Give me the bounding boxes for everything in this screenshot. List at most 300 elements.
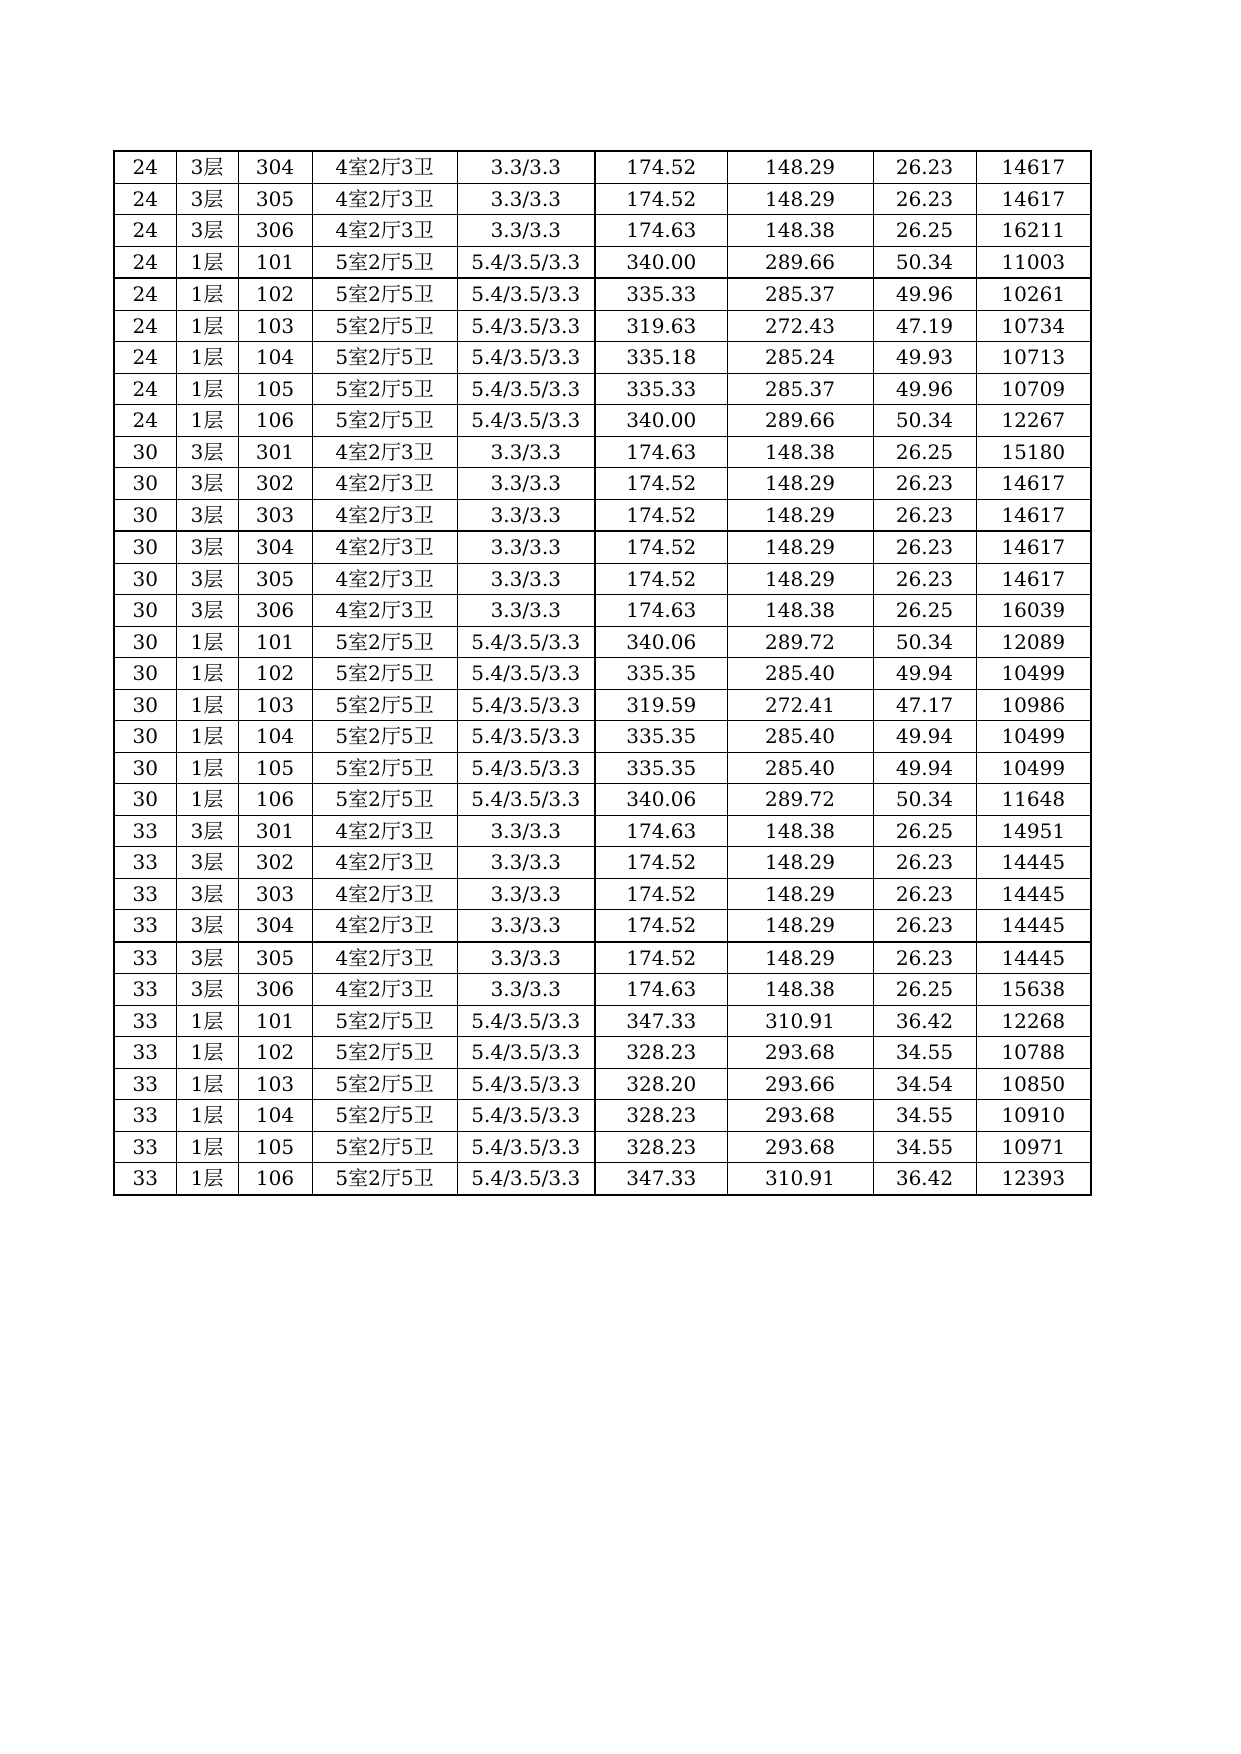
total-area-cell: 328.23 bbox=[595, 1100, 727, 1132]
total-area-cell: 174.63 bbox=[595, 815, 727, 847]
building-cell: 24 bbox=[114, 342, 176, 374]
total-area-cell: 340.06 bbox=[595, 626, 727, 658]
unit-number-cell: 104 bbox=[238, 721, 312, 753]
unit-number-cell: 302 bbox=[238, 847, 312, 879]
unit-price-cell: 14445 bbox=[976, 910, 1091, 942]
floor-cell: 3层 bbox=[176, 499, 238, 531]
unit-price-cell: 14445 bbox=[976, 878, 1091, 910]
unit-number-cell: 303 bbox=[238, 499, 312, 531]
floor-cell: 1层 bbox=[176, 405, 238, 437]
building-cell: 33 bbox=[114, 1005, 176, 1037]
unit-number-cell: 306 bbox=[238, 215, 312, 247]
shared-area-cell: 49.94 bbox=[873, 721, 976, 753]
floor-height-cell: 5.4/3.5/3.3 bbox=[457, 658, 595, 690]
building-cell: 30 bbox=[114, 721, 176, 753]
floor-height-cell: 5.4/3.5/3.3 bbox=[457, 1068, 595, 1100]
usable-area-cell: 285.40 bbox=[727, 752, 873, 784]
shared-area-cell: 26.23 bbox=[873, 468, 976, 500]
floor-cell: 3层 bbox=[176, 878, 238, 910]
layout-cell: 4室2厅3卫 bbox=[312, 499, 457, 531]
shared-area-cell: 26.23 bbox=[873, 563, 976, 595]
table-row bbox=[114, 974, 1091, 1006]
usable-area-cell: 148.29 bbox=[727, 563, 873, 595]
unit-number-cell: 106 bbox=[238, 784, 312, 816]
table-row bbox=[114, 658, 1091, 690]
layout-cell: 4室2厅3卫 bbox=[312, 468, 457, 500]
building-cell: 30 bbox=[114, 658, 176, 690]
shared-area-cell: 26.23 bbox=[873, 151, 976, 183]
total-area-cell: 174.52 bbox=[595, 151, 727, 183]
table-row bbox=[114, 1163, 1091, 1195]
unit-price-cell: 14445 bbox=[976, 847, 1091, 879]
unit-number-cell: 305 bbox=[238, 942, 312, 974]
unit-price-cell: 14617 bbox=[976, 151, 1091, 183]
shared-area-cell: 26.25 bbox=[873, 595, 976, 627]
total-area-cell: 340.00 bbox=[595, 405, 727, 437]
table-row bbox=[114, 310, 1091, 342]
usable-area-cell: 148.29 bbox=[727, 151, 873, 183]
shared-area-cell: 47.17 bbox=[873, 689, 976, 721]
total-area-cell: 335.35 bbox=[595, 658, 727, 690]
table-row bbox=[114, 721, 1091, 753]
table-row bbox=[114, 910, 1091, 942]
table-row bbox=[114, 531, 1091, 563]
total-area-cell: 174.52 bbox=[595, 468, 727, 500]
usable-area-cell: 148.29 bbox=[727, 531, 873, 563]
unit-price-cell: 14445 bbox=[976, 942, 1091, 974]
shared-area-cell: 47.19 bbox=[873, 310, 976, 342]
floor-height-cell: 5.4/3.5/3.3 bbox=[457, 1005, 595, 1037]
floor-height-cell: 5.4/3.5/3.3 bbox=[457, 405, 595, 437]
floor-cell: 1层 bbox=[176, 278, 238, 310]
total-area-cell: 174.63 bbox=[595, 595, 727, 627]
total-area-cell: 340.00 bbox=[595, 246, 727, 278]
building-cell: 24 bbox=[114, 215, 176, 247]
floor-height-cell: 3.3/3.3 bbox=[457, 942, 595, 974]
floor-height-cell: 5.4/3.5/3.3 bbox=[457, 1100, 595, 1132]
table-row bbox=[114, 246, 1091, 278]
floor-cell: 1层 bbox=[176, 1163, 238, 1195]
table-row bbox=[114, 1037, 1091, 1069]
building-cell: 24 bbox=[114, 246, 176, 278]
building-cell: 30 bbox=[114, 595, 176, 627]
shared-area-cell: 34.55 bbox=[873, 1131, 976, 1163]
unit-price-cell: 10910 bbox=[976, 1100, 1091, 1132]
building-cell: 30 bbox=[114, 499, 176, 531]
total-area-cell: 335.33 bbox=[595, 373, 727, 405]
floor-height-cell: 5.4/3.5/3.3 bbox=[457, 626, 595, 658]
usable-area-cell: 289.72 bbox=[727, 626, 873, 658]
building-cell: 30 bbox=[114, 563, 176, 595]
building-cell: 33 bbox=[114, 942, 176, 974]
unit-number-cell: 102 bbox=[238, 278, 312, 310]
layout-cell: 5室2厅5卫 bbox=[312, 784, 457, 816]
unit-number-cell: 302 bbox=[238, 468, 312, 500]
usable-area-cell: 289.66 bbox=[727, 405, 873, 437]
floor-cell: 1层 bbox=[176, 1037, 238, 1069]
table-row bbox=[114, 689, 1091, 721]
floor-cell: 3层 bbox=[176, 815, 238, 847]
building-cell: 33 bbox=[114, 1163, 176, 1195]
unit-number-cell: 306 bbox=[238, 595, 312, 627]
unit-number-cell: 105 bbox=[238, 373, 312, 405]
layout-cell: 4室2厅3卫 bbox=[312, 815, 457, 847]
unit-price-cell: 10499 bbox=[976, 721, 1091, 753]
building-cell: 24 bbox=[114, 405, 176, 437]
building-cell: 33 bbox=[114, 910, 176, 942]
floor-height-cell: 3.3/3.3 bbox=[457, 436, 595, 468]
usable-area-cell: 285.40 bbox=[727, 721, 873, 753]
building-cell: 33 bbox=[114, 815, 176, 847]
floor-height-cell: 3.3/3.3 bbox=[457, 815, 595, 847]
building-cell: 30 bbox=[114, 468, 176, 500]
building-cell: 30 bbox=[114, 689, 176, 721]
shared-area-cell: 50.34 bbox=[873, 405, 976, 437]
floor-cell: 1层 bbox=[176, 784, 238, 816]
unit-price-cell: 11648 bbox=[976, 784, 1091, 816]
unit-number-cell: 101 bbox=[238, 626, 312, 658]
unit-price-cell: 16039 bbox=[976, 595, 1091, 627]
floor-height-cell: 5.4/3.5/3.3 bbox=[457, 310, 595, 342]
table-row bbox=[114, 1005, 1091, 1037]
usable-area-cell: 285.37 bbox=[727, 278, 873, 310]
building-cell: 30 bbox=[114, 436, 176, 468]
total-area-cell: 347.33 bbox=[595, 1005, 727, 1037]
floor-cell: 1层 bbox=[176, 1068, 238, 1100]
unit-number-cell: 101 bbox=[238, 246, 312, 278]
usable-area-cell: 289.72 bbox=[727, 784, 873, 816]
unit-number-cell: 103 bbox=[238, 1068, 312, 1100]
usable-area-cell: 148.38 bbox=[727, 215, 873, 247]
layout-cell: 5室2厅5卫 bbox=[312, 721, 457, 753]
layout-cell: 4室2厅3卫 bbox=[312, 215, 457, 247]
shared-area-cell: 26.25 bbox=[873, 436, 976, 468]
usable-area-cell: 148.29 bbox=[727, 499, 873, 531]
floor-height-cell: 3.3/3.3 bbox=[457, 468, 595, 500]
floor-cell: 1层 bbox=[176, 658, 238, 690]
floor-cell: 3层 bbox=[176, 436, 238, 468]
unit-number-cell: 104 bbox=[238, 342, 312, 374]
floor-cell: 1层 bbox=[176, 689, 238, 721]
total-area-cell: 174.52 bbox=[595, 563, 727, 595]
layout-cell: 4室2厅3卫 bbox=[312, 436, 457, 468]
usable-area-cell: 148.29 bbox=[727, 910, 873, 942]
floor-height-cell: 5.4/3.5/3.3 bbox=[457, 246, 595, 278]
unit-number-cell: 102 bbox=[238, 1037, 312, 1069]
total-area-cell: 319.63 bbox=[595, 310, 727, 342]
table-row bbox=[114, 815, 1091, 847]
floor-height-cell: 3.3/3.3 bbox=[457, 563, 595, 595]
floor-cell: 1层 bbox=[176, 1100, 238, 1132]
table-row bbox=[114, 151, 1091, 183]
total-area-cell: 174.52 bbox=[595, 847, 727, 879]
unit-price-cell: 10499 bbox=[976, 658, 1091, 690]
floor-height-cell: 5.4/3.5/3.3 bbox=[457, 342, 595, 374]
floor-height-cell: 3.3/3.3 bbox=[457, 183, 595, 215]
layout-cell: 4室2厅3卫 bbox=[312, 151, 457, 183]
usable-area-cell: 310.91 bbox=[727, 1005, 873, 1037]
shared-area-cell: 26.23 bbox=[873, 878, 976, 910]
unit-number-cell: 101 bbox=[238, 1005, 312, 1037]
layout-cell: 5室2厅5卫 bbox=[312, 342, 457, 374]
floor-cell: 1层 bbox=[176, 373, 238, 405]
usable-area-cell: 293.68 bbox=[727, 1100, 873, 1132]
floor-cell: 3层 bbox=[176, 595, 238, 627]
usable-area-cell: 293.66 bbox=[727, 1068, 873, 1100]
total-area-cell: 335.33 bbox=[595, 278, 727, 310]
unit-number-cell: 104 bbox=[238, 1100, 312, 1132]
usable-area-cell: 148.29 bbox=[727, 183, 873, 215]
layout-cell: 5室2厅5卫 bbox=[312, 278, 457, 310]
usable-area-cell: 148.38 bbox=[727, 815, 873, 847]
floor-cell: 3层 bbox=[176, 910, 238, 942]
usable-area-cell: 310.91 bbox=[727, 1163, 873, 1195]
table-row bbox=[114, 405, 1091, 437]
total-area-cell: 174.52 bbox=[595, 531, 727, 563]
usable-area-cell: 148.38 bbox=[727, 436, 873, 468]
shared-area-cell: 34.55 bbox=[873, 1100, 976, 1132]
table-row bbox=[114, 215, 1091, 247]
shared-area-cell: 50.34 bbox=[873, 784, 976, 816]
floor-cell: 1层 bbox=[176, 626, 238, 658]
building-cell: 24 bbox=[114, 278, 176, 310]
table-row bbox=[114, 499, 1091, 531]
unit-price-cell: 10971 bbox=[976, 1131, 1091, 1163]
usable-area-cell: 148.38 bbox=[727, 974, 873, 1006]
usable-area-cell: 285.24 bbox=[727, 342, 873, 374]
layout-cell: 5室2厅5卫 bbox=[312, 752, 457, 784]
table-row bbox=[114, 468, 1091, 500]
floor-height-cell: 5.4/3.5/3.3 bbox=[457, 689, 595, 721]
unit-price-cell: 10986 bbox=[976, 689, 1091, 721]
floor-cell: 1层 bbox=[176, 721, 238, 753]
shared-area-cell: 36.42 bbox=[873, 1005, 976, 1037]
shared-area-cell: 49.96 bbox=[873, 373, 976, 405]
floor-height-cell: 3.3/3.3 bbox=[457, 531, 595, 563]
total-area-cell: 319.59 bbox=[595, 689, 727, 721]
shared-area-cell: 26.23 bbox=[873, 183, 976, 215]
usable-area-cell: 148.38 bbox=[727, 595, 873, 627]
table-row bbox=[114, 1100, 1091, 1132]
unit-price-cell: 14951 bbox=[976, 815, 1091, 847]
building-cell: 30 bbox=[114, 531, 176, 563]
unit-price-cell: 16211 bbox=[976, 215, 1091, 247]
floor-height-cell: 3.3/3.3 bbox=[457, 499, 595, 531]
unit-number-cell: 106 bbox=[238, 405, 312, 437]
shared-area-cell: 26.25 bbox=[873, 815, 976, 847]
floor-cell: 3层 bbox=[176, 942, 238, 974]
table-row bbox=[114, 436, 1091, 468]
total-area-cell: 174.52 bbox=[595, 499, 727, 531]
layout-cell: 5室2厅5卫 bbox=[312, 405, 457, 437]
building-cell: 30 bbox=[114, 752, 176, 784]
unit-number-cell: 105 bbox=[238, 752, 312, 784]
building-cell: 24 bbox=[114, 310, 176, 342]
building-cell: 24 bbox=[114, 373, 176, 405]
floor-cell: 1层 bbox=[176, 310, 238, 342]
layout-cell: 4室2厅3卫 bbox=[312, 531, 457, 563]
floor-height-cell: 5.4/3.5/3.3 bbox=[457, 278, 595, 310]
building-cell: 33 bbox=[114, 847, 176, 879]
unit-price-cell: 10788 bbox=[976, 1037, 1091, 1069]
layout-cell: 5室2厅5卫 bbox=[312, 246, 457, 278]
unit-price-cell: 10734 bbox=[976, 310, 1091, 342]
floor-height-cell: 5.4/3.5/3.3 bbox=[457, 373, 595, 405]
total-area-cell: 174.63 bbox=[595, 436, 727, 468]
layout-cell: 4室2厅3卫 bbox=[312, 878, 457, 910]
shared-area-cell: 26.23 bbox=[873, 942, 976, 974]
layout-cell: 5室2厅5卫 bbox=[312, 1068, 457, 1100]
total-area-cell: 340.06 bbox=[595, 784, 727, 816]
floor-height-cell: 3.3/3.3 bbox=[457, 974, 595, 1006]
table-row bbox=[114, 942, 1091, 974]
shared-area-cell: 49.96 bbox=[873, 278, 976, 310]
table-row bbox=[114, 595, 1091, 627]
unit-number-cell: 304 bbox=[238, 910, 312, 942]
unit-number-cell: 103 bbox=[238, 310, 312, 342]
unit-price-cell: 12267 bbox=[976, 405, 1091, 437]
shared-area-cell: 36.42 bbox=[873, 1163, 976, 1195]
layout-cell: 4室2厅3卫 bbox=[312, 942, 457, 974]
unit-number-cell: 301 bbox=[238, 436, 312, 468]
unit-price-cell: 10850 bbox=[976, 1068, 1091, 1100]
floor-height-cell: 3.3/3.3 bbox=[457, 215, 595, 247]
floor-height-cell: 3.3/3.3 bbox=[457, 878, 595, 910]
floor-height-cell: 5.4/3.5/3.3 bbox=[457, 1163, 595, 1195]
floor-height-cell: 5.4/3.5/3.3 bbox=[457, 1037, 595, 1069]
total-area-cell: 174.63 bbox=[595, 974, 727, 1006]
floor-height-cell: 5.4/3.5/3.3 bbox=[457, 752, 595, 784]
usable-area-cell: 293.68 bbox=[727, 1037, 873, 1069]
table-row bbox=[114, 1068, 1091, 1100]
floor-cell: 1层 bbox=[176, 342, 238, 374]
building-cell: 24 bbox=[114, 183, 176, 215]
floor-cell: 1层 bbox=[176, 246, 238, 278]
total-area-cell: 174.52 bbox=[595, 183, 727, 215]
total-area-cell: 347.33 bbox=[595, 1163, 727, 1195]
shared-area-cell: 26.23 bbox=[873, 847, 976, 879]
usable-area-cell: 148.29 bbox=[727, 942, 873, 974]
floor-height-cell: 5.4/3.5/3.3 bbox=[457, 721, 595, 753]
unit-price-cell: 14617 bbox=[976, 531, 1091, 563]
total-area-cell: 335.18 bbox=[595, 342, 727, 374]
layout-cell: 5室2厅5卫 bbox=[312, 1131, 457, 1163]
floor-height-cell: 3.3/3.3 bbox=[457, 595, 595, 627]
unit-number-cell: 306 bbox=[238, 974, 312, 1006]
unit-number-cell: 304 bbox=[238, 531, 312, 563]
unit-number-cell: 301 bbox=[238, 815, 312, 847]
usable-area-cell: 148.29 bbox=[727, 847, 873, 879]
unit-number-cell: 103 bbox=[238, 689, 312, 721]
table-row bbox=[114, 342, 1091, 374]
floor-height-cell: 3.3/3.3 bbox=[457, 151, 595, 183]
layout-cell: 5室2厅5卫 bbox=[312, 1005, 457, 1037]
building-cell: 33 bbox=[114, 878, 176, 910]
shared-area-cell: 49.93 bbox=[873, 342, 976, 374]
unit-price-cell: 15638 bbox=[976, 974, 1091, 1006]
table-row bbox=[114, 1131, 1091, 1163]
shared-area-cell: 26.25 bbox=[873, 974, 976, 1006]
unit-number-cell: 102 bbox=[238, 658, 312, 690]
building-cell: 24 bbox=[114, 151, 176, 183]
unit-table bbox=[113, 150, 1092, 1196]
shared-area-cell: 34.55 bbox=[873, 1037, 976, 1069]
table-row bbox=[114, 878, 1091, 910]
floor-height-cell: 5.4/3.5/3.3 bbox=[457, 1131, 595, 1163]
unit-price-cell: 12393 bbox=[976, 1163, 1091, 1195]
building-cell: 33 bbox=[114, 1068, 176, 1100]
unit-price-cell: 10713 bbox=[976, 342, 1091, 374]
total-area-cell: 174.52 bbox=[595, 878, 727, 910]
unit-price-cell: 14617 bbox=[976, 563, 1091, 595]
floor-cell: 3层 bbox=[176, 183, 238, 215]
floor-cell: 3层 bbox=[176, 151, 238, 183]
floor-cell: 3层 bbox=[176, 563, 238, 595]
unit-number-cell: 303 bbox=[238, 878, 312, 910]
layout-cell: 5室2厅5卫 bbox=[312, 1163, 457, 1195]
unit-price-cell: 11003 bbox=[976, 246, 1091, 278]
layout-cell: 4室2厅3卫 bbox=[312, 595, 457, 627]
layout-cell: 4室2厅3卫 bbox=[312, 910, 457, 942]
unit-price-cell: 10499 bbox=[976, 752, 1091, 784]
layout-cell: 4室2厅3卫 bbox=[312, 563, 457, 595]
unit-number-cell: 305 bbox=[238, 183, 312, 215]
building-cell: 30 bbox=[114, 626, 176, 658]
table-body bbox=[114, 151, 1091, 1195]
floor-cell: 3层 bbox=[176, 215, 238, 247]
total-area-cell: 174.52 bbox=[595, 910, 727, 942]
shared-area-cell: 26.23 bbox=[873, 499, 976, 531]
unit-price-cell: 14617 bbox=[976, 499, 1091, 531]
layout-cell: 5室2厅5卫 bbox=[312, 310, 457, 342]
shared-area-cell: 49.94 bbox=[873, 752, 976, 784]
table-row bbox=[114, 373, 1091, 405]
shared-area-cell: 50.34 bbox=[873, 626, 976, 658]
floor-height-cell: 5.4/3.5/3.3 bbox=[457, 784, 595, 816]
building-cell: 33 bbox=[114, 1100, 176, 1132]
layout-cell: 5室2厅5卫 bbox=[312, 1037, 457, 1069]
table-row bbox=[114, 784, 1091, 816]
layout-cell: 5室2厅5卫 bbox=[312, 689, 457, 721]
layout-cell: 5室2厅5卫 bbox=[312, 658, 457, 690]
floor-height-cell: 3.3/3.3 bbox=[457, 910, 595, 942]
unit-price-cell: 14617 bbox=[976, 468, 1091, 500]
usable-area-cell: 293.68 bbox=[727, 1131, 873, 1163]
layout-cell: 5室2厅5卫 bbox=[312, 626, 457, 658]
unit-number-cell: 305 bbox=[238, 563, 312, 595]
floor-cell: 3层 bbox=[176, 974, 238, 1006]
floor-cell: 3层 bbox=[176, 531, 238, 563]
unit-price-cell: 15180 bbox=[976, 436, 1091, 468]
total-area-cell: 328.20 bbox=[595, 1068, 727, 1100]
building-cell: 33 bbox=[114, 974, 176, 1006]
layout-cell: 4室2厅3卫 bbox=[312, 183, 457, 215]
usable-area-cell: 289.66 bbox=[727, 246, 873, 278]
table-row bbox=[114, 278, 1091, 310]
shared-area-cell: 26.23 bbox=[873, 910, 976, 942]
usable-area-cell: 148.29 bbox=[727, 878, 873, 910]
usable-area-cell: 285.40 bbox=[727, 658, 873, 690]
floor-cell: 1层 bbox=[176, 752, 238, 784]
table-row bbox=[114, 563, 1091, 595]
unit-price-cell: 12268 bbox=[976, 1005, 1091, 1037]
floor-cell: 3层 bbox=[176, 847, 238, 879]
layout-cell: 4室2厅3卫 bbox=[312, 974, 457, 1006]
unit-price-cell: 10261 bbox=[976, 278, 1091, 310]
usable-area-cell: 148.29 bbox=[727, 468, 873, 500]
building-cell: 33 bbox=[114, 1037, 176, 1069]
total-area-cell: 335.35 bbox=[595, 721, 727, 753]
